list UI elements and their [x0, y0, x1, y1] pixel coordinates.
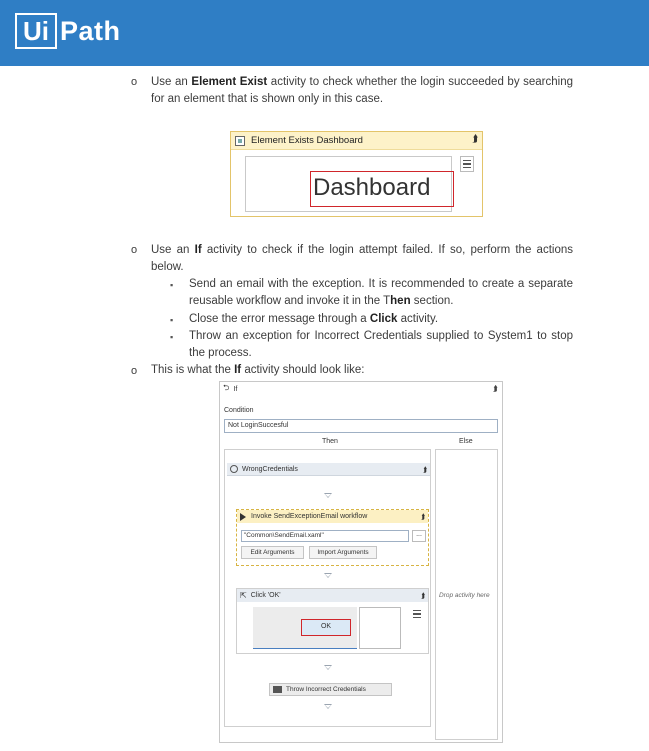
- element-exists-activity[interactable]: [230, 131, 483, 217]
- collapse-chevron-icon[interactable]: ⮭: [493, 384, 498, 393]
- text: Use an: [151, 244, 195, 256]
- if-header: [220, 382, 502, 396]
- text: activity should look like:: [241, 364, 365, 376]
- text: activity to check whether the login succeeded by searching for an element that is shown only in this case.: [151, 76, 574, 105]
- text: Close the error message through a: [189, 313, 370, 325]
- bold-text: hen: [390, 295, 411, 307]
- collapse-chevron-icon[interactable]: ⮭: [420, 512, 425, 521]
- header-banner: [0, 0, 649, 66]
- drop-placeholder: Drop activity here: [439, 592, 490, 599]
- browse-button[interactable]: ...: [412, 530, 426, 542]
- invoke-workflow-activity[interactable]: [236, 509, 429, 566]
- text: activity to check if the login attempt failed. If so, perform the actions below.: [151, 244, 573, 273]
- text: section.: [410, 295, 454, 307]
- step-element-exist: [151, 74, 573, 108]
- throw-title: Throw Incorrect Credentials: [286, 686, 366, 693]
- bullet-dot: ▪: [170, 315, 174, 325]
- text: activity.: [397, 313, 439, 325]
- bullet-dot: ▪: [170, 280, 174, 290]
- cursor-icon: ⇱: [240, 591, 247, 600]
- workflow-path-input[interactable]: "Common\SendEmail.xaml": [241, 530, 409, 542]
- drop-arrow-icon: [324, 665, 332, 670]
- edit-arguments-button[interactable]: Edit Arguments: [241, 546, 304, 559]
- invoke-header: [237, 510, 428, 523]
- activity-title: Element Exists Dashboard: [251, 135, 363, 146]
- text: This is what the: [151, 364, 235, 376]
- step-look-like: [151, 362, 573, 379]
- target-screenshot: [245, 156, 452, 212]
- logo-box: Ui: [15, 13, 57, 49]
- drop-arrow-icon: [324, 573, 332, 578]
- click-screenshot: [253, 607, 357, 649]
- else-branch[interactable]: [435, 449, 498, 740]
- play-icon: [240, 513, 246, 521]
- element-exists-icon: [235, 136, 245, 146]
- substep-throw: [189, 328, 573, 362]
- drop-arrow-icon: [324, 493, 332, 498]
- bullet-circle: o: [131, 365, 138, 377]
- throw-icon: [273, 686, 282, 693]
- text: Send an email with the exception. It is recommended to create a separate reusable workflow and invoke it in the T: [189, 278, 573, 307]
- collapse-chevron-icon[interactable]: ⮭: [422, 465, 427, 474]
- sequence-icon: [230, 465, 238, 473]
- collapse-chevron-icon[interactable]: ⮭: [420, 591, 425, 600]
- if-title: If: [233, 385, 238, 393]
- if-icon: ⮌: [223, 383, 230, 392]
- bullet-circle: o: [131, 76, 138, 88]
- then-branch[interactable]: [224, 449, 431, 727]
- else-label: Else: [459, 438, 473, 445]
- step-if-check: [151, 242, 573, 276]
- bold-text: Element Exist: [191, 76, 268, 88]
- substep-send-email: [189, 276, 573, 310]
- substep-close-error: [189, 311, 573, 328]
- uipath-logo: [15, 13, 121, 49]
- sequence-title: WrongCredentials: [242, 465, 298, 473]
- menu-icon[interactable]: [460, 156, 474, 172]
- throw-activity[interactable]: [269, 683, 392, 696]
- logo-text: Path: [60, 15, 121, 46]
- click-title: Click 'OK': [250, 592, 281, 599]
- bullet-dot: ▪: [170, 332, 174, 342]
- target-highlight: Dashboard: [310, 171, 454, 207]
- then-label: Then: [322, 438, 338, 445]
- activity-header: [231, 132, 482, 150]
- import-arguments-button[interactable]: Import Arguments: [309, 546, 377, 559]
- drop-arrow-icon: [324, 704, 332, 709]
- text: Throw an exception for Incorrect Credentials supplied to System1 to stop the process.: [189, 330, 573, 359]
- invoke-title: Invoke SendExceptionEmail workflow: [251, 513, 368, 520]
- bold-text: If: [194, 244, 202, 256]
- collapse-chevron-icon[interactable]: ⮭: [472, 134, 478, 145]
- condition-input[interactable]: Not LoginSuccesful: [224, 419, 498, 433]
- bold-text: Click: [369, 313, 398, 325]
- click-activity[interactable]: [236, 588, 429, 654]
- menu-icon[interactable]: [412, 608, 422, 620]
- bullet-circle: o: [131, 244, 138, 256]
- ok-button-highlight: OK: [301, 619, 351, 636]
- if-activity[interactable]: [219, 381, 503, 743]
- click-header: [237, 589, 428, 602]
- click-screenshot-side: [359, 607, 401, 649]
- condition-label: Condition: [224, 407, 254, 414]
- bold-text: If: [234, 364, 242, 376]
- text: Use an: [151, 76, 192, 88]
- sequence-header: [227, 463, 430, 476]
